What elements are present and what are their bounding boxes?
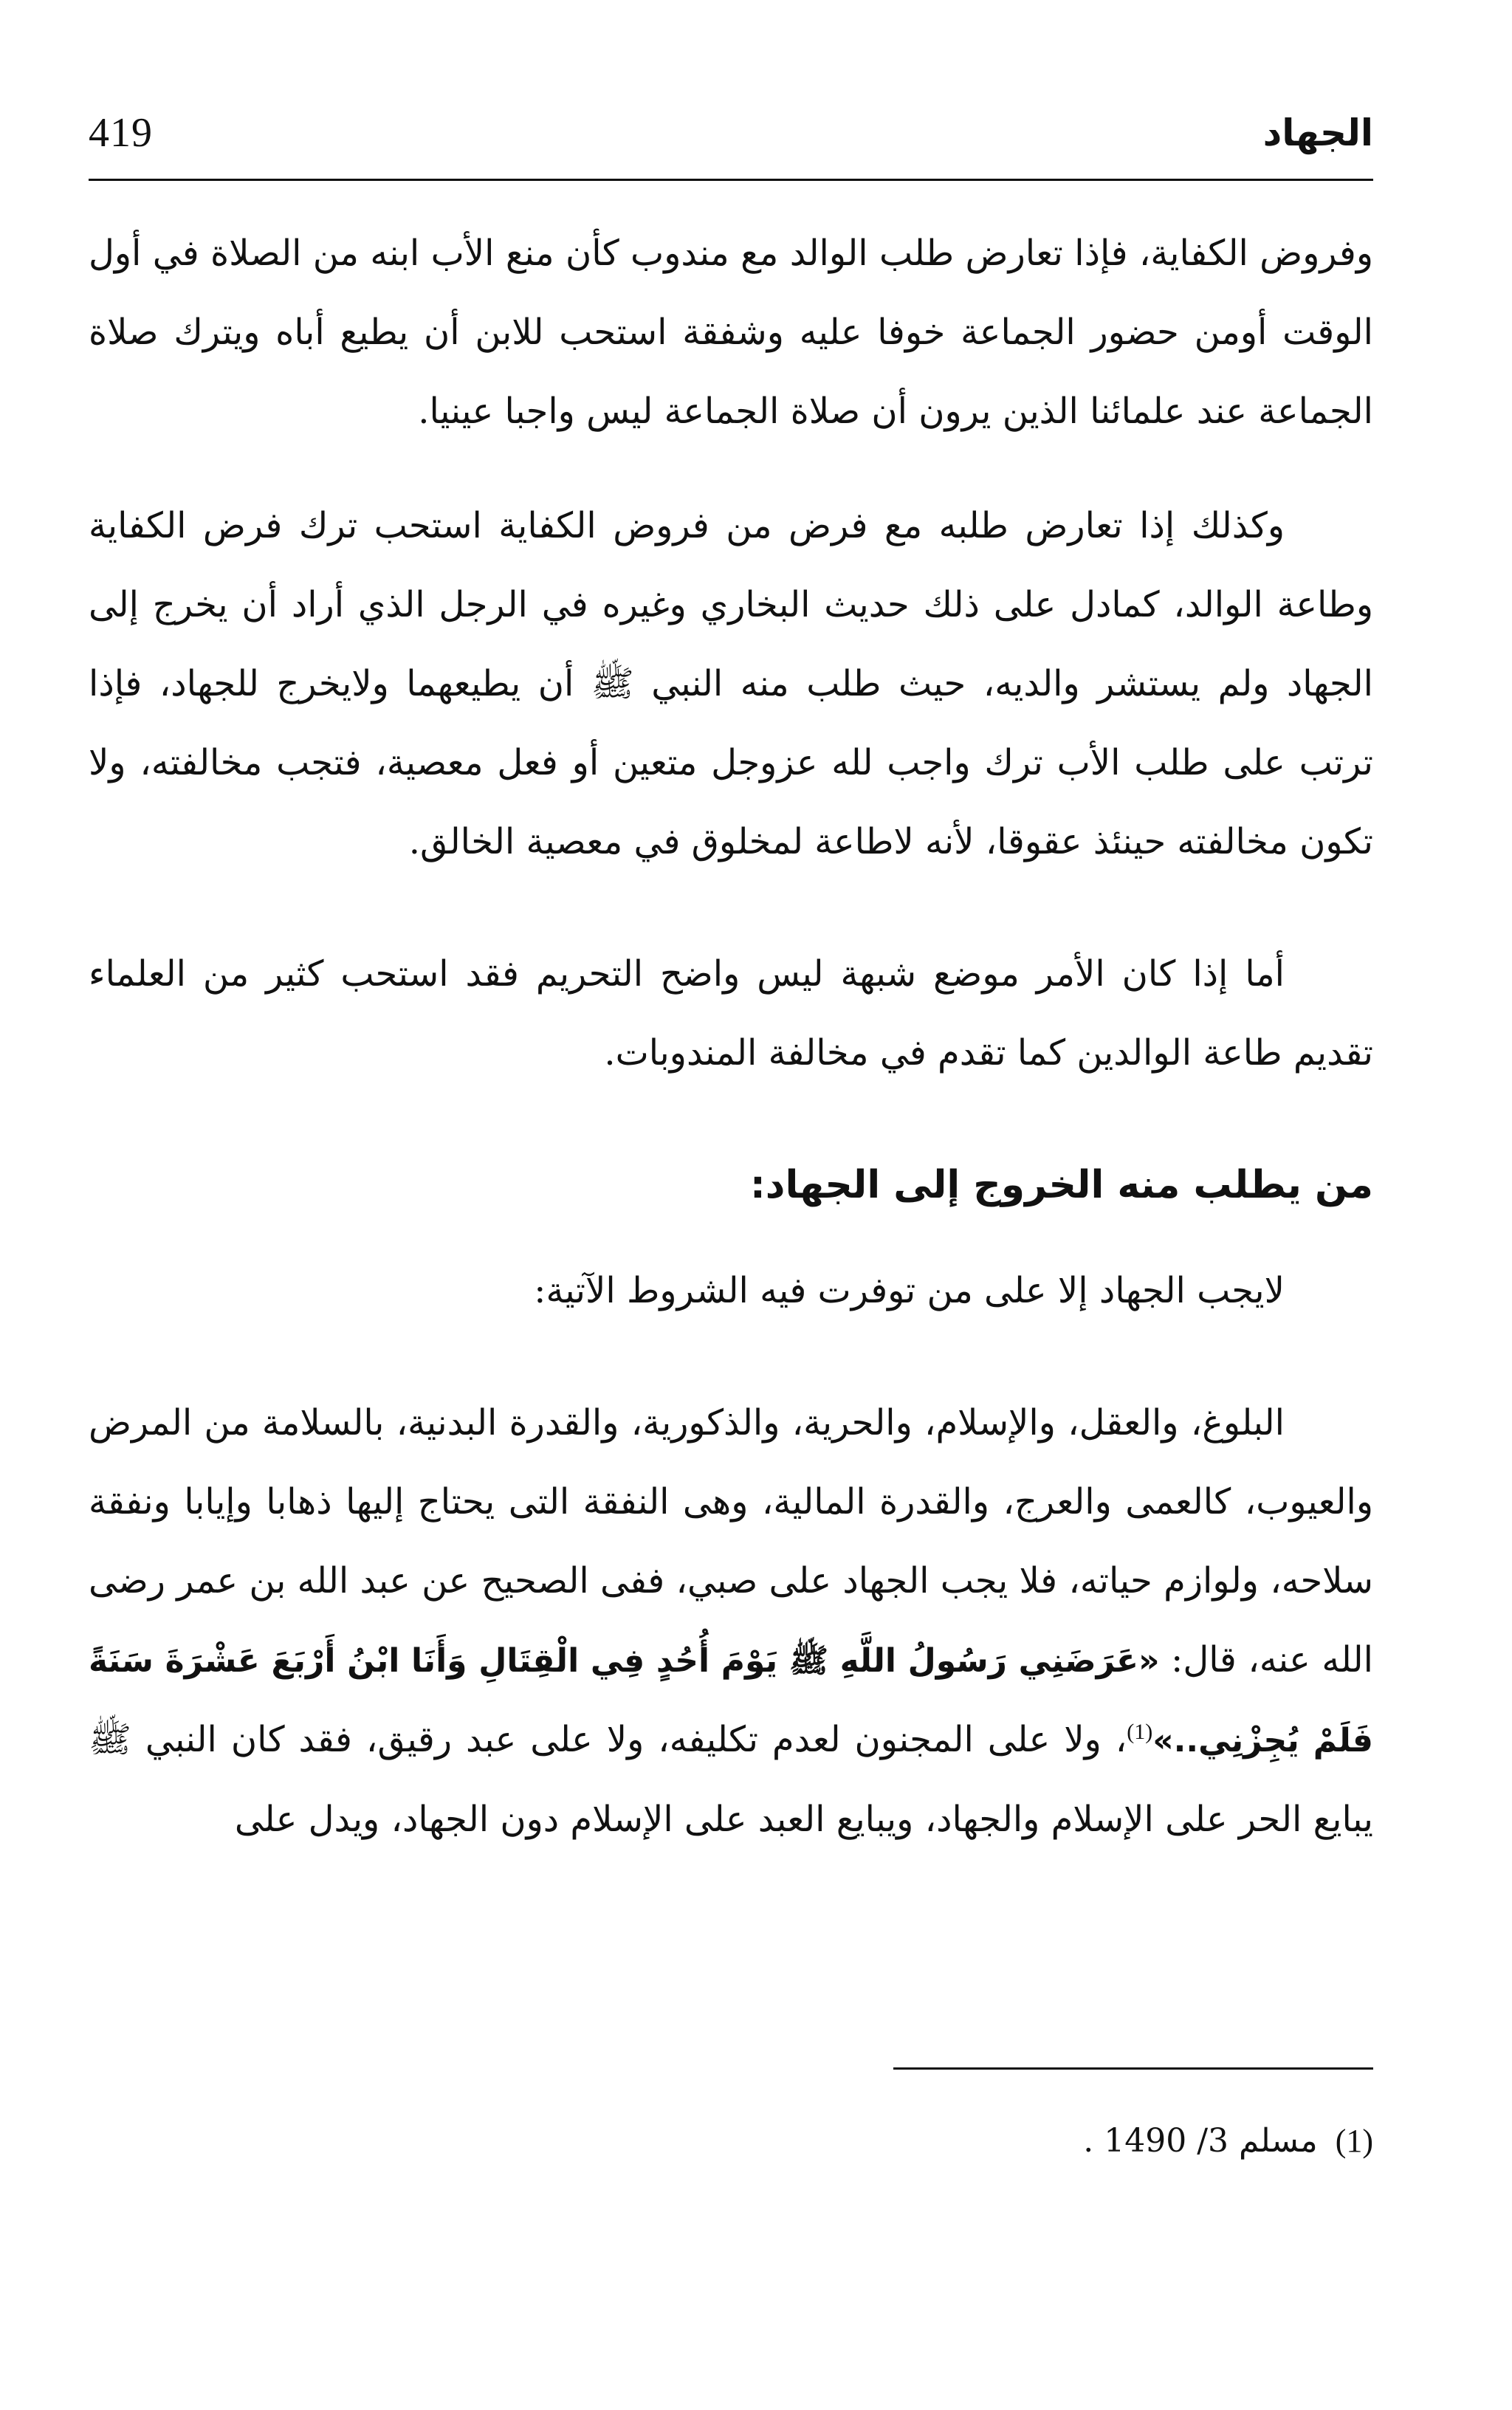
footnote-text: مسلم 3/ 1490 .: [1083, 2122, 1318, 2160]
footnote-reference: (1): [1127, 1720, 1153, 1744]
footnote-marker: (1): [1335, 2123, 1373, 2159]
page-number: 419: [89, 110, 153, 156]
footnote-divider: [893, 2067, 1373, 2070]
paragraph-1: وفروض الكفاية، فإذا تعارض طلب الوالد مع مندوب كأن منع الأب ابنه من الصلاة في أول الوقت أومن حضور الجماعة خوفا عليه وشفقة استحب للابن أن يطيع أباه ويترك صلاة الجماعة عند علمائنا الذين يرون أن صلاة الجماعة ليس واجبا عينيا.: [89, 233, 1374, 432]
paragraph-5: [89, 1384, 1373, 1859]
page-body: [89, 214, 1373, 1912]
paragraph-4: لايجب الجهاد إلا على من توفرت فيه الشروط الآتية:: [534, 1270, 1285, 1311]
paragraph-3: أما إذا كان الأمر موضع شبهة ليس واضح التحريم فقد استحب كثير من العلماء تقديم طاعة الوالدين كما تقدم في مخالفة المندوبات.: [89, 953, 1373, 1074]
paragraph-5-text-before: البلوغ، والعقل، والإسلام، والحرية، والذكورية، والقدرة البدنية، بالسلامة من المرض والعيوب، كالعمى والعرج، والقدرة المالية، وهى النفقة التى يحتاج إليها ذهابا وإيابا ونفقة سلاحه، ولوازم حياته، فلا يجب الجهاد على صبي، ففى الصحيح عن عبد الله بن عمر رضى الله عنه، قال:: [89, 1402, 1373, 1681]
paragraph-5-text-after: ، ولا على المجنون لعدم تكليفه، ولا على عبد رقيق، فقد كان النبي ﷺ يبايع الحر على الإسلام والجهاد، ويبايع العبد على الإسلام دون الجهاد، ويدل على: [89, 1719, 1373, 1840]
header-divider: [89, 179, 1373, 181]
section-heading: من يطلب منه الخروج إلى الجهاد:: [749, 1163, 1373, 1207]
chapter-title: الجهاد: [1262, 111, 1373, 154]
footnote: [738, 2112, 1373, 2171]
page-header: [89, 103, 1373, 162]
paragraph-2: وكذلك إذا تعارض طلبه مع فرض من فروض الكفاية استحب ترك فرض الكفاية وطاعة الوالد، كمادل على ذلك حديث البخاري وغيره في الرجل الذي أراد أن يخرج إلى الجهاد ولم يستشر والديه، حيث طلب منه النبي ﷺ أن يطيعهما ولايخرج للجهاد، فإذا ترتب على طلب الأب ترك واجب لله عزوجل متعين أو فعل معصية، فتجب مخالفته، ولا تكون مخالفته حينئذ عقوقا، لأنه لاطاعة لمخلوق في معصية الخالق.: [89, 505, 1373, 862]
hadith-quote: «عَرَضَنِي رَسُولُ اللَّهِ ﷺ يَوْمَ أُحُدٍ فِي الْقِتَالِ وَأَنَا ابْنُ أَرْبَعَ عَشْرَةَ سَنَةً فَلَمْ يُجِزْنِي..»: [89, 1642, 1373, 1760]
